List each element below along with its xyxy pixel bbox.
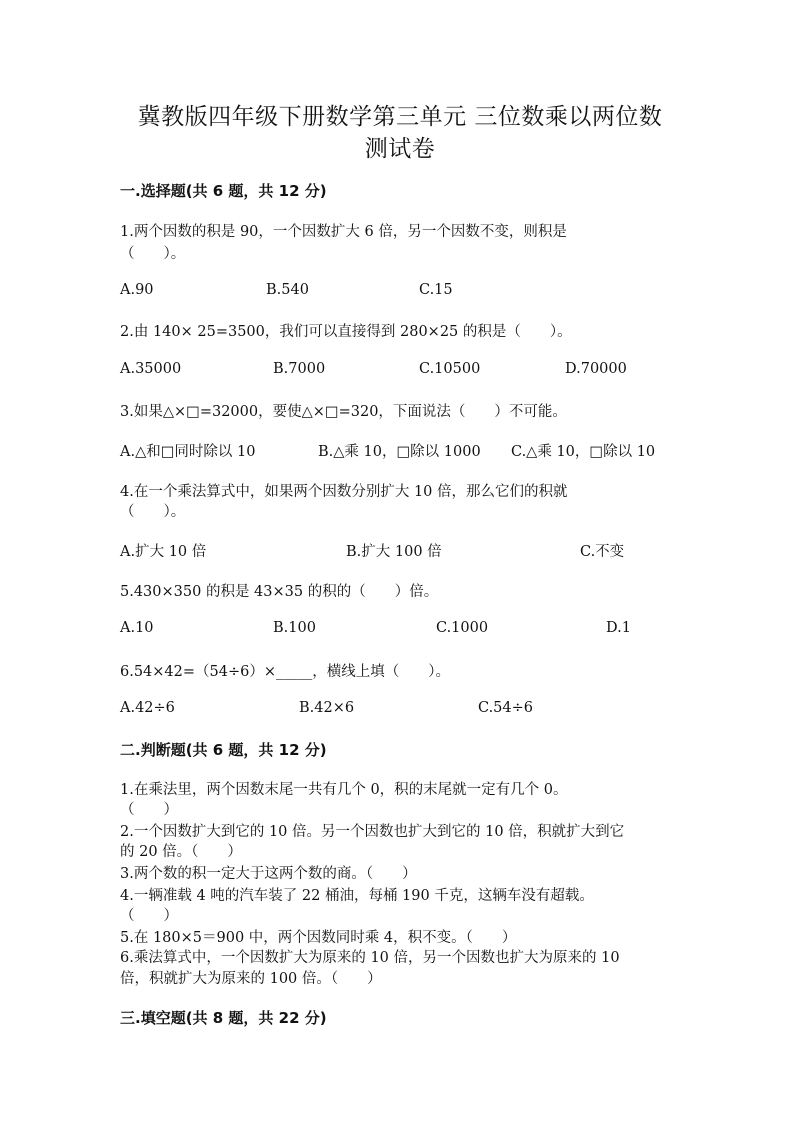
question-1-text: 1.两个因数的积是 90，一个因数扩大 6 倍，另一个因数不变，则积是 bbox=[120, 224, 567, 240]
judgement-line: 4.一辆准载 4 吨的汽车装了 22 桶油，每桶 190 千克，这辆车没有超载。 bbox=[120, 888, 594, 904]
question-3-option-b[interactable]: B.△乘 10，□除以 1000 bbox=[318, 444, 481, 460]
judgement-line: 2.一个因数扩大到它的 10 倍。另一个因数也扩大到它的 10 倍，积就扩大到它 bbox=[120, 824, 625, 840]
question-6-option-a[interactable]: A.42÷6 bbox=[120, 700, 175, 716]
question-5-option-a[interactable]: A.10 bbox=[120, 620, 154, 636]
judgement-line: （ ） bbox=[120, 908, 178, 924]
question-1-option-b[interactable]: B.540 bbox=[266, 282, 309, 298]
question-5-option-c[interactable]: C.1000 bbox=[436, 620, 489, 636]
question-6-option-c[interactable]: C.54÷6 bbox=[478, 700, 534, 716]
judgement-line: 倍，积就扩大为原来的 100 倍。（ ） bbox=[120, 971, 382, 987]
question-2-option-a[interactable]: A.35000 bbox=[120, 361, 182, 377]
question-2-text: 2.由 140× 25=3500，我们可以直接得到 280×25 的积是（ ）。 bbox=[120, 324, 572, 340]
judgement-line: 1.在乘法里，两个因数末尾一共有几个 0，积的末尾就一定有几个 0。 bbox=[120, 782, 568, 798]
question-6-text: 6.54×42=（54÷6）×_____，横线上填（ ）。 bbox=[120, 664, 451, 680]
judgement-line: 5.在 180×5＝900 中，两个因数同时乘 4，积不变。（ ） bbox=[120, 930, 517, 946]
section-heading-fill-in: 三.填空题(共 8 题，共 22 分) bbox=[120, 1009, 327, 1027]
judgement-line: 的 20 倍。（ ） bbox=[120, 844, 242, 860]
question-4-text: 4.在一个乘法算式中，如果两个因数分别扩大 10 倍，那么它们的积就 bbox=[120, 484, 568, 500]
question-1-option-c[interactable]: C.15 bbox=[419, 282, 453, 298]
question-4-option-c[interactable]: C.不变 bbox=[580, 544, 625, 560]
question-4-option-a[interactable]: A.扩大 10 倍 bbox=[120, 544, 207, 560]
section-heading-choice: 一.选择题(共 6 题，共 12 分) bbox=[120, 182, 327, 200]
section-heading-judgement: 二.判断题(共 6 题，共 12 分) bbox=[120, 741, 327, 759]
question-4-blank: （ ）。 bbox=[120, 504, 186, 520]
question-2-option-b[interactable]: B.7000 bbox=[273, 361, 326, 377]
question-2-option-d[interactable]: D.70000 bbox=[565, 361, 627, 377]
question-6-option-b[interactable]: B.42×6 bbox=[299, 700, 355, 716]
question-1-blank: （ ）。 bbox=[120, 246, 186, 262]
question-5-option-d[interactable]: D.1 bbox=[606, 620, 631, 636]
question-3-option-a[interactable]: A.△和□同时除以 10 bbox=[120, 444, 256, 460]
judgement-line: （ ） bbox=[120, 802, 178, 818]
question-4-option-b[interactable]: B.扩大 100 倍 bbox=[346, 544, 442, 560]
question-3-option-c[interactable]: C.△乘 10，□除以 10 bbox=[511, 444, 656, 460]
question-2-option-c[interactable]: C.10500 bbox=[419, 361, 481, 377]
judgement-line: 6.乘法算式中，一个因数扩大为原来的 10 倍，另一个因数也扩大为原来的 10 bbox=[120, 950, 620, 966]
page-title-line1: 冀教版四年级下册数学第三单元 三位数乘以两位数 bbox=[137, 104, 663, 130]
question-5-text: 5.430×350 的积是 43×35 的积的（ ）倍。 bbox=[120, 584, 439, 600]
page-title-line2: 测试卷 bbox=[364, 136, 436, 162]
question-1-option-a[interactable]: A.90 bbox=[120, 282, 154, 298]
question-5-option-b[interactable]: B.100 bbox=[273, 620, 316, 636]
question-3-text: 3.如果△×□=32000，要使△×□=320，下面说法（ ）不可能。 bbox=[120, 404, 567, 420]
judgement-line: 3.两个数的积一定大于这两个数的商。（ ） bbox=[120, 866, 417, 882]
